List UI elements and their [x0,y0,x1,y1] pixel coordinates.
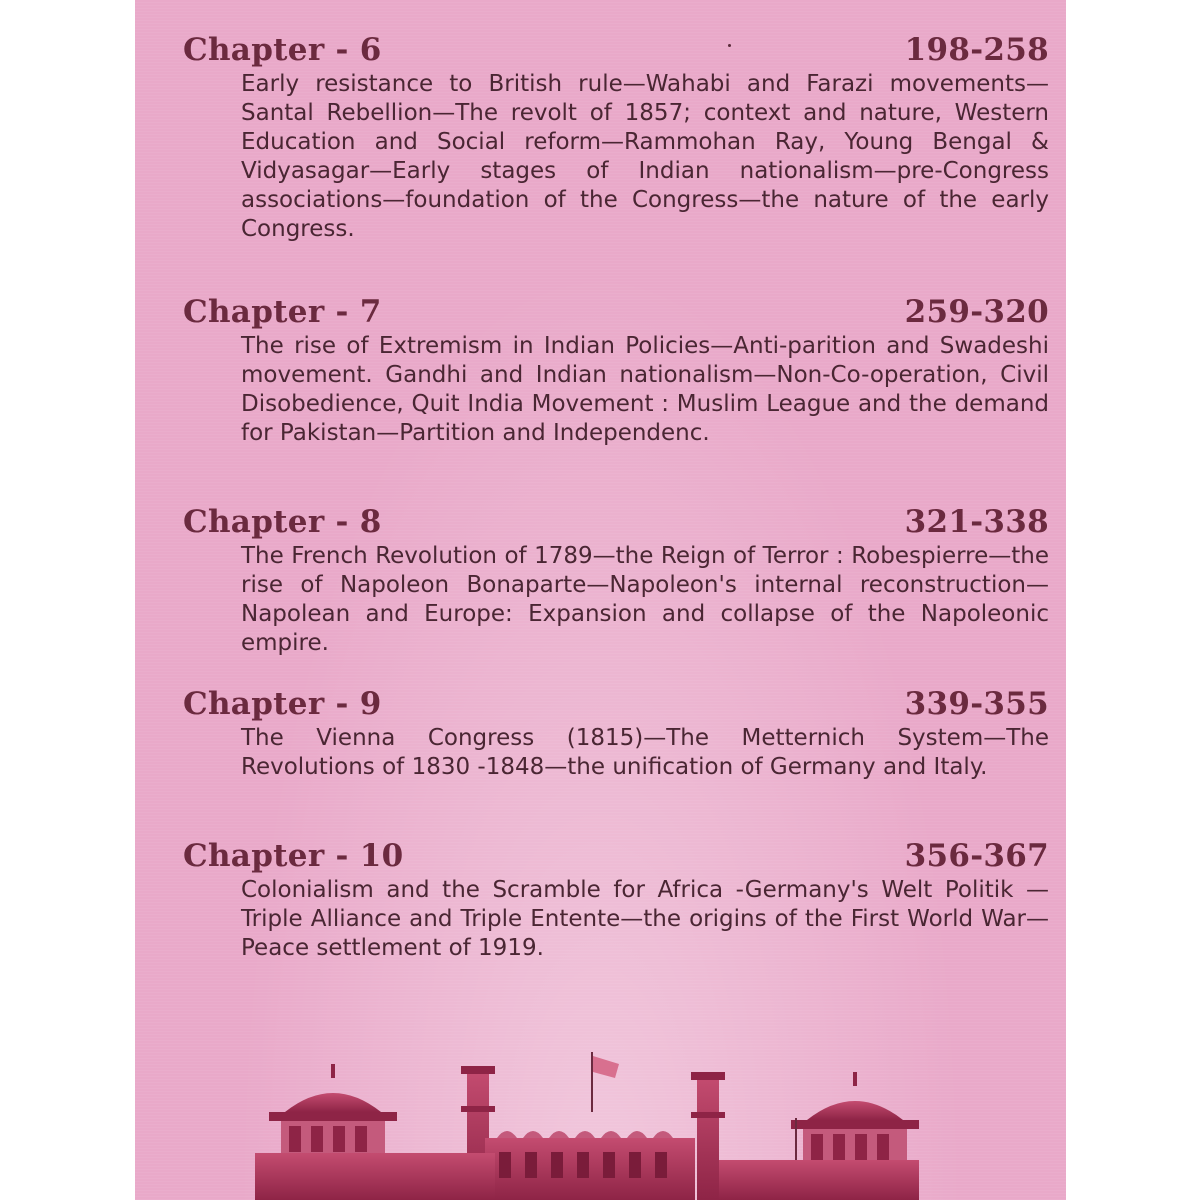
chapter-heading [183,292,1049,332]
chapter-list [183,30,1049,963]
chapter-description: Early resistance to British rule—Wahabi and Farazi movements—Santal Rebellion—The revolt of 1857; context and nature, Western Education and Social reform—Rammohan Ray, Young Bengal & Vidyasagar—Early stages of Indian nationalism—pre-Congress associations—foundation of the Congress—the nature of the early Congress. [241,71,1049,242]
contents-page [135,0,1066,1200]
chapter-entry-8 [183,502,1049,684]
chapter-entry-6 [183,30,1049,292]
red-fort-image [135,1040,1066,1200]
chapter-pages: 259-320 [904,294,1049,330]
chapter-title: Chapter - 6 [183,32,382,68]
chapter-entry-10 [183,836,1049,963]
chapter-pages: 356-367 [904,838,1049,874]
chapter-description: The French Revolution of 1789—the Reign of Terror : Robespierre—the rise of Napoleon Bonaparte—Napoleon's internal reconstruction—Napolean and Europe: Expansion and collapse of the Napoleonic empire. [241,543,1049,656]
chapter-title: Chapter - 8 [183,504,382,540]
chapter-heading [183,836,1049,876]
chapter-entry-9 [183,684,1049,836]
chapter-pages: 321-338 [904,504,1049,540]
chapter-title: Chapter - 10 [183,838,404,874]
chapter-pages: 198-258 [904,32,1049,68]
chapter-description: The rise of Extremism in Indian Policies—Anti-parition and Swadeshi movement. Gandhi and Indian nationalism—Non-Co-operation, Civil Disobedience, Quit India Movement : Muslim League and the demand for Pakistan—Partition and Independenc. [241,333,1049,446]
chapter-heading [183,30,1049,70]
chapter-entry-7 [183,292,1049,502]
chapter-description: Colonialism and the Scramble for Africa -Germany's Welt Politik —Triple Alliance and Triple Entente—the origins of the First World War—Peace settlement of 1919. [241,877,1049,961]
chapter-pages: 339-355 [904,686,1049,722]
chapter-description: The Vienna Congress (1815)—The Metternich System—The Revolutions of 1830 -1848—the unification of Germany and Italy. [241,725,1049,780]
chapter-heading [183,684,1049,724]
chapter-title: Chapter - 9 [183,686,382,722]
chapter-title: Chapter - 7 [183,294,382,330]
chapter-heading [183,502,1049,542]
